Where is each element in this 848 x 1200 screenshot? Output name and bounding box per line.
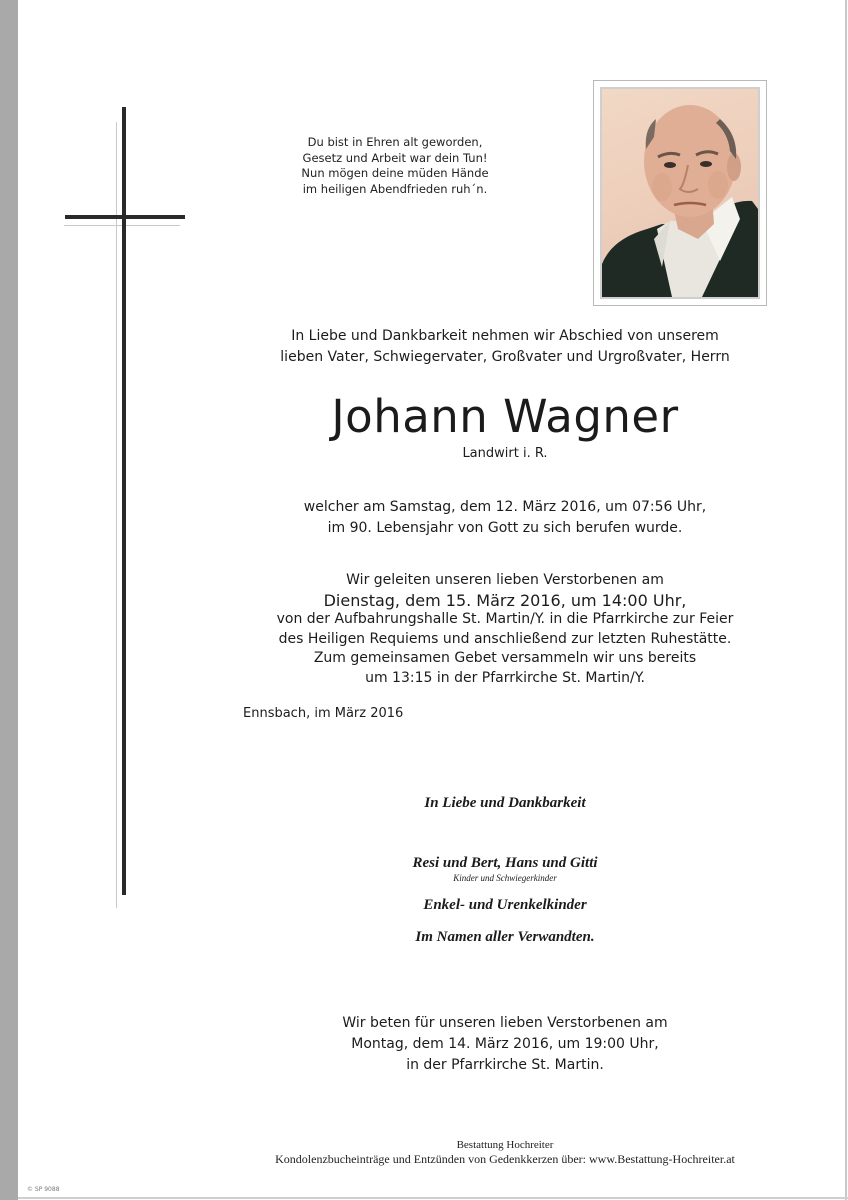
funeral-info: [240, 571, 770, 688]
intro-line: In Liebe und Dankbarkeit nehmen wir Abschied von unserem: [291, 328, 719, 344]
place-date: Ennsbach, im März 2016: [243, 706, 404, 721]
portrait-frame: [593, 80, 767, 306]
cross-vertical-beam: [122, 107, 126, 895]
mourners-children: Resi und Bert, Hans und Gitti: [412, 855, 598, 871]
funeral-line: um 13:15 in der Pfarrkirche St. Martin/Y.: [365, 669, 645, 686]
mourners-children-sub: Kinder und Schwiegerkinder: [453, 873, 557, 883]
prayer-info: [240, 1013, 770, 1076]
mourners-relatives: Im Namen aller Verwandten.: [415, 929, 595, 945]
poem-line: Nun mögen deine müden Hände: [301, 166, 489, 180]
deceased-occupation: Landwirt i. R.: [462, 446, 548, 461]
funeral-line: Zum gemeinsamen Gebet versammeln wir uns bereits: [313, 650, 697, 666]
mourners-grandchildren: Enkel- und Urenkelkinder: [423, 897, 587, 913]
poem-line: Du bist in Ehren alt geworden,: [307, 135, 483, 149]
poem: [270, 135, 520, 197]
cross-horizontal-beam: [65, 215, 185, 219]
bottom-border-line: [18, 1197, 848, 1199]
death-notice-line: im 90. Lebensjahr von Gott zu sich berufen wurde.: [327, 520, 683, 536]
undertaker-name: Bestattung Hochreiter: [456, 1139, 554, 1151]
undertaker-note: Kondolenzbucheinträge und Entzünden von Gedenkkerzen über: www.Bestattung-Hochreiter.at: [275, 1152, 735, 1166]
funeral-line: Wir geleiten unseren lieben Verstorbenen am: [346, 572, 664, 588]
prayer-line: Montag, dem 14. März 2016, um 19:00 Uhr,: [351, 1036, 659, 1052]
death-notice: [240, 497, 770, 539]
intro-line: lieben Vater, Schwiegervater, Großvater und Urgroßvater, Herrn: [280, 349, 730, 365]
funeral-line: des Heiligen Requiems und anschließend zur letzten Ruhestätte.: [278, 630, 732, 647]
prayer-line: Wir beten für unseren lieben Verstorbenen am: [342, 1015, 668, 1031]
prayer-line: in der Pfarrkirche St. Martin.: [406, 1057, 604, 1073]
cross-vertical-shadow: [116, 122, 117, 908]
funeral-line: von der Aufbahrungshalle St. Martin/Y. in die Pfarrkirche zur Feier: [276, 611, 734, 627]
intro-text: [240, 326, 770, 368]
poem-line: im heiligen Abendfrieden ruh´n.: [302, 181, 488, 196]
funeral-date: Dienstag, dem 15. März 2016, um 14:00 Uhr,: [323, 590, 687, 610]
poem-line: Gesetz und Arbeit war dein Tun!: [302, 150, 488, 165]
death-notice-line: welcher am Samstag, dem 12. März 2016, um 07:56 Uhr,: [303, 499, 707, 515]
portrait-photo: [600, 87, 760, 299]
left-border-bar: [0, 0, 18, 1200]
undertaker-info: [240, 1138, 770, 1166]
right-border-line: [845, 0, 847, 1200]
deceased-name: Johann Wagner: [331, 390, 679, 443]
mourners-heading: In Liebe und Dankbarkeit: [424, 795, 586, 811]
footer-mark: © SP 9088: [27, 1186, 60, 1193]
